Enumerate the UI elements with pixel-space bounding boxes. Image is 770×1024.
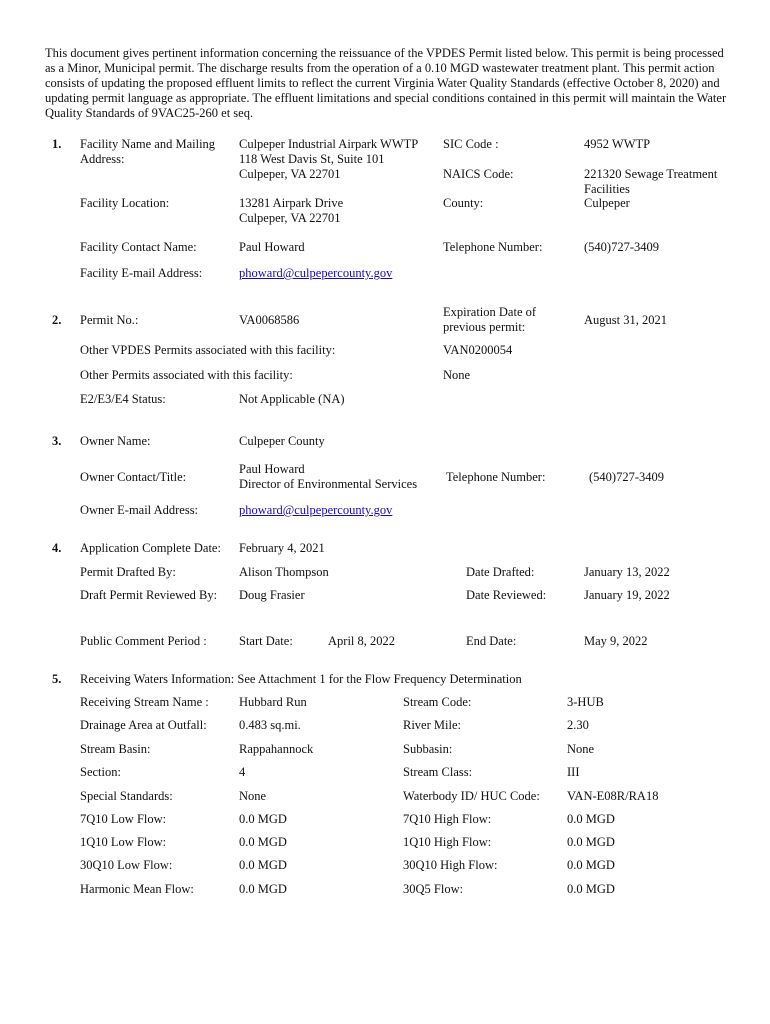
- row-value: 0.0 MGD: [567, 882, 615, 896]
- row-value: 4: [239, 765, 246, 779]
- date-reviewed-value: January 19, 2022: [584, 588, 670, 602]
- sic-code-label: SIC Code :: [443, 137, 499, 151]
- other-permits-value: None: [443, 368, 471, 382]
- row-value: 0.0 MGD: [567, 858, 615, 872]
- facility-location-label: Facility Location:: [80, 196, 170, 210]
- row-label: 1Q10 High Flow:: [403, 835, 492, 849]
- row-value: 0.0 MGD: [239, 858, 287, 872]
- row-value: 0.0 MGD: [567, 835, 615, 849]
- section-5-number: 5.: [52, 672, 62, 686]
- comment-period-label: Public Comment Period :: [80, 634, 207, 648]
- owner-name-label: Owner Name:: [80, 434, 151, 448]
- row-label: 1Q10 Low Flow:: [80, 835, 167, 849]
- row-label: Stream Code:: [403, 695, 472, 709]
- row-value: 0.0 MGD: [239, 812, 287, 826]
- row-value: None: [567, 742, 595, 756]
- intro-paragraph: This document gives pertinent information concerning the reissuance of the VPDES Permit listed below. This permit is being processed as a Minor, Municipal permit. The discharge results from the operation of a 0.10 MGD wastewater treatment plant. This permit action consists of updating the proposed effluent limits to reflect the current Virginia Water Quality Standards (effective October 8, 2020) and updating permit language as appropriate. The effluent limitations and special conditions contained in this permit will maintain the Water Quality Standards of 9VAC25-260 et seq.: [45, 46, 727, 120]
- start-date-value: April 8, 2022: [328, 634, 396, 648]
- date-drafted-value: January 13, 2022: [584, 565, 670, 579]
- permit-no-label: Permit No.:: [80, 313, 139, 327]
- section-3-number: 3.: [52, 434, 62, 448]
- owner-contact-label: Owner Contact/Title:: [80, 470, 187, 484]
- owner-phone-label: Telephone Number:: [446, 470, 546, 484]
- row-label: Special Standards:: [80, 789, 173, 803]
- start-date-label: Start Date:: [239, 634, 293, 648]
- row-label: Harmonic Mean Flow:: [80, 882, 194, 896]
- owner-contact-title: Director of Environmental Services: [239, 477, 418, 491]
- facility-contact-value: Paul Howard: [239, 240, 305, 254]
- row-label: Stream Basin:: [80, 742, 151, 756]
- e2-status-label: E2/E3/E4 Status:: [80, 392, 166, 406]
- county-label: County:: [443, 196, 484, 210]
- facility-location-line1: 13281 Airpark Drive: [239, 196, 344, 210]
- reviewed-by-label: Draft Permit Reviewed By:: [80, 588, 218, 602]
- row-value: 0.483 sq.mi.: [239, 718, 301, 732]
- drafted-by-value: Alison Thompson: [239, 565, 329, 579]
- facility-location-line2: Culpeper, VA 22701: [239, 211, 341, 225]
- row-label: Section:: [80, 765, 121, 779]
- drafted-by-label: Permit Drafted By:: [80, 565, 176, 579]
- application-date-label: Application Complete Date:: [80, 541, 221, 555]
- section-2-number: 2.: [52, 313, 62, 327]
- owner-phone-value: (540)727-3409: [589, 470, 664, 484]
- expiration-label: Expiration Date of: [443, 305, 537, 319]
- row-value: None: [239, 789, 267, 803]
- sic-code-value: 4952 WWTP: [584, 137, 651, 151]
- row-label: 30Q5 Flow:: [403, 882, 464, 896]
- facility-address-line2: Culpeper, VA 22701: [239, 167, 341, 181]
- reviewed-by-value: Doug Frasier: [239, 588, 305, 602]
- other-vpdes-value: VAN0200054: [443, 343, 513, 357]
- facility-name-label-line2: Address:: [80, 152, 125, 166]
- row-value: VAN-E08R/RA18: [567, 789, 659, 803]
- date-drafted-label: Date Drafted:: [466, 565, 535, 579]
- county-value: Culpeper: [584, 196, 630, 210]
- row-label: Subbasin:: [403, 742, 453, 756]
- receiving-waters-heading: Receiving Waters Information: See Attachment 1 for the Flow Frequency Determination: [80, 672, 522, 686]
- row-value: 3-HUB: [567, 695, 604, 709]
- naics-code-value: 221320 Sewage Treatment: [584, 167, 718, 181]
- naics-code-label: NAICS Code:: [443, 167, 514, 181]
- expiration-value: August 31, 2021: [584, 313, 667, 327]
- row-value: 0.0 MGD: [239, 882, 287, 896]
- row-value: 2.30: [567, 718, 589, 732]
- row-label: 7Q10 Low Flow:: [80, 812, 167, 826]
- other-vpdes-label: Other VPDES Permits associated with this facility:: [80, 343, 336, 357]
- facility-name-value: Culpeper Industrial Airpark WWTP: [239, 137, 419, 151]
- section-4-number: 4.: [52, 541, 62, 555]
- end-date-label: End Date:: [466, 634, 517, 648]
- application-date-value: February 4, 2021: [239, 541, 325, 555]
- row-label: 30Q10 Low Flow:: [80, 858, 173, 872]
- row-label: 7Q10 High Flow:: [403, 812, 492, 826]
- row-label: Waterbody ID/ HUC Code:: [403, 789, 540, 803]
- row-label: Receiving Stream Name :: [80, 695, 209, 709]
- facility-email-label: Facility E-mail Address:: [80, 266, 203, 280]
- facility-phone-value: (540)727-3409: [584, 240, 659, 254]
- row-value: 0.0 MGD: [239, 835, 287, 849]
- permit-no-value: VA0068586: [239, 313, 300, 327]
- e2-status-value: Not Applicable (NA): [239, 392, 345, 406]
- row-label: Stream Class:: [403, 765, 473, 779]
- facility-contact-label: Facility Contact Name:: [80, 240, 197, 254]
- row-label: 30Q10 High Flow:: [403, 858, 498, 872]
- owner-email-link[interactable]: phoward@culpepercounty.gov: [239, 503, 393, 517]
- section-1-number: 1.: [52, 137, 62, 151]
- row-label: River Mile:: [403, 718, 461, 732]
- owner-name-value: Culpeper County: [239, 434, 325, 448]
- expiration-label-line2: previous permit:: [443, 320, 526, 334]
- row-label: Drainage Area at Outfall:: [80, 718, 207, 732]
- facility-name-label: Facility Name and Mailing: [80, 137, 216, 151]
- owner-email-label: Owner E-mail Address:: [80, 503, 199, 517]
- other-permits-label: Other Permits associated with this facility:: [80, 368, 293, 382]
- date-reviewed-label: Date Reviewed:: [466, 588, 547, 602]
- facility-phone-label: Telephone Number:: [443, 240, 543, 254]
- facility-email-link[interactable]: phoward@culpepercounty.gov: [239, 266, 393, 280]
- row-value: III: [567, 765, 580, 779]
- end-date-value: May 9, 2022: [584, 634, 648, 648]
- row-value: Rappahannock: [239, 742, 314, 756]
- facility-address-line1: 118 West Davis St, Suite 101: [239, 152, 385, 166]
- row-value: Hubbard Run: [239, 695, 307, 709]
- owner-contact-name: Paul Howard: [239, 462, 305, 476]
- row-value: 0.0 MGD: [567, 812, 615, 826]
- naics-code-value-line2: Facilities: [584, 182, 630, 196]
